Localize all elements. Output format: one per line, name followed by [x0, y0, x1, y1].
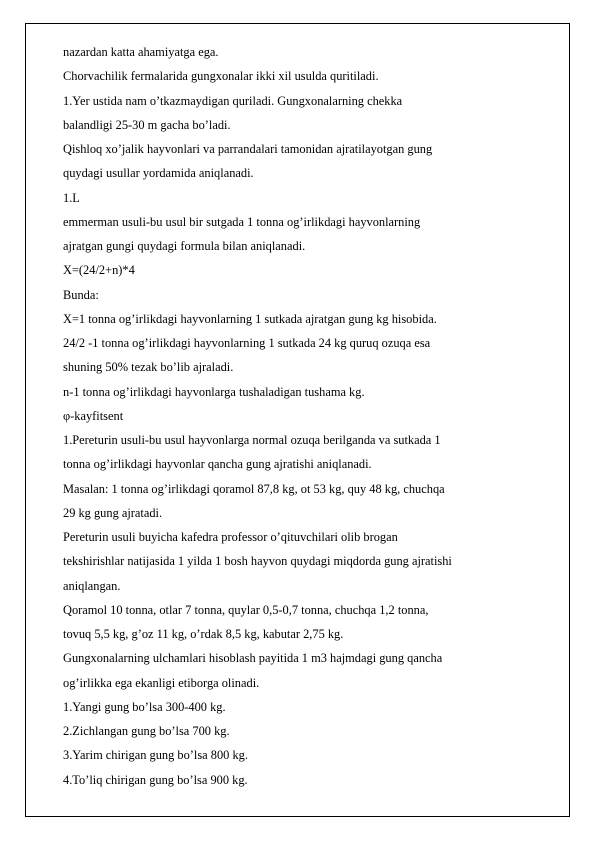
text-line: 1.L [63, 190, 80, 205]
text-line: tonna og’irlikdagi hayvonlar qancha gung ajratishi aniqlanadi. [63, 457, 372, 472]
list-item: 2.Zichlangan gung bo’lsa 700 kg. [63, 724, 230, 738]
list-item: 1.Yangi gung bo’lsa 300-400 kg. [63, 699, 226, 714]
text-line: balandligi 25-30 m gacha bo’ladi. [63, 117, 231, 132]
list-item: 3.Yarim chirigan gung bo’lsa 800 kg. [63, 748, 248, 763]
text-line: tekshirishlar natijasida 1 yilda 1 bosh hayvon quydagi miqdorda gung ajratishi [63, 554, 452, 569]
text-line: shuning 50% tezak bo’lib ajraladi. [63, 360, 234, 375]
text-line: Qoramol 10 tonna, otlar 7 tonna, quylar 0,5-0,7 tonna, chuchqa 1,2 tonna, [63, 602, 429, 617]
text-line: Qishloq xo’jalik hayvonlari va parrandalari tamonidan ajratilayotgan gung [63, 142, 433, 156]
text-line: tovuq 5,5 kg, g’oz 11 kg, o’rdak 8,5 kg, kabutar 2,75 kg. [63, 627, 344, 641]
text-line: ajratgan gungi quydagi formula bilan aniqlanadi. [63, 239, 306, 253]
text-line: 1.Yer ustida nam o’tkazmaydigan quriladi. Gungxonalarning chekka [63, 93, 403, 108]
text-line: nazardan katta ahamiyatga ega. [63, 45, 219, 59]
list-item: 4.To’liq chirigan gung bo’lsa 900 kg. [63, 772, 248, 787]
text-line: quydagi usullar yordamida aniqlanadi. [63, 166, 254, 181]
text-line: Chorvachilik fermalarida gungxonalar ikki xil usulda quritiladi. [63, 69, 379, 84]
text-line: emmerman usuli-bu usul bir sutgada 1 tonna og’irlikdagi hayvonlarning [63, 214, 421, 229]
text-line: Pereturin usuli buyicha kafedra professor o’qituvchilari olib brogan [63, 530, 398, 544]
text-line: 24/2 -1 tonna og’irlikdagi hayvonlarning 1 sutkada 24 kg quruq ozuqa esa [63, 336, 431, 350]
text-line: aniqlangan. [63, 578, 121, 593]
text-line: φ-kayfitsent [63, 408, 124, 423]
text-line: Masalan: 1 tonna og’irlikdagi qoramol 87,8 kg, ot 53 kg, quy 48 kg, chuchqa [63, 481, 445, 496]
text-line: X=1 tonna og’irlikdagi hayvonlarning 1 sutkada ajratgan gung kg hisobida. [63, 311, 437, 326]
text-line: og’irlikka ega ekanligi etiborga olinadi. [63, 675, 260, 690]
document-body [63, 40, 533, 792]
text-line: Gungxonalarning ulchamlari hisoblash payitida 1 m3 hajmdagi gung qancha [63, 651, 443, 666]
text-line: Bunda: [63, 287, 99, 302]
text-line: 1.Pereturin usuli-bu usul hayvonlarga normal ozuqa berilganda va sutkada 1 [63, 433, 441, 447]
text-line: n-1 tonna og’irlikdagi hayvonlarga tushaladigan tushama kg. [63, 384, 365, 399]
text-line: 29 kg gung ajratadi. [63, 505, 163, 520]
formula-line: X=(24/2+n)*4 [63, 263, 135, 278]
